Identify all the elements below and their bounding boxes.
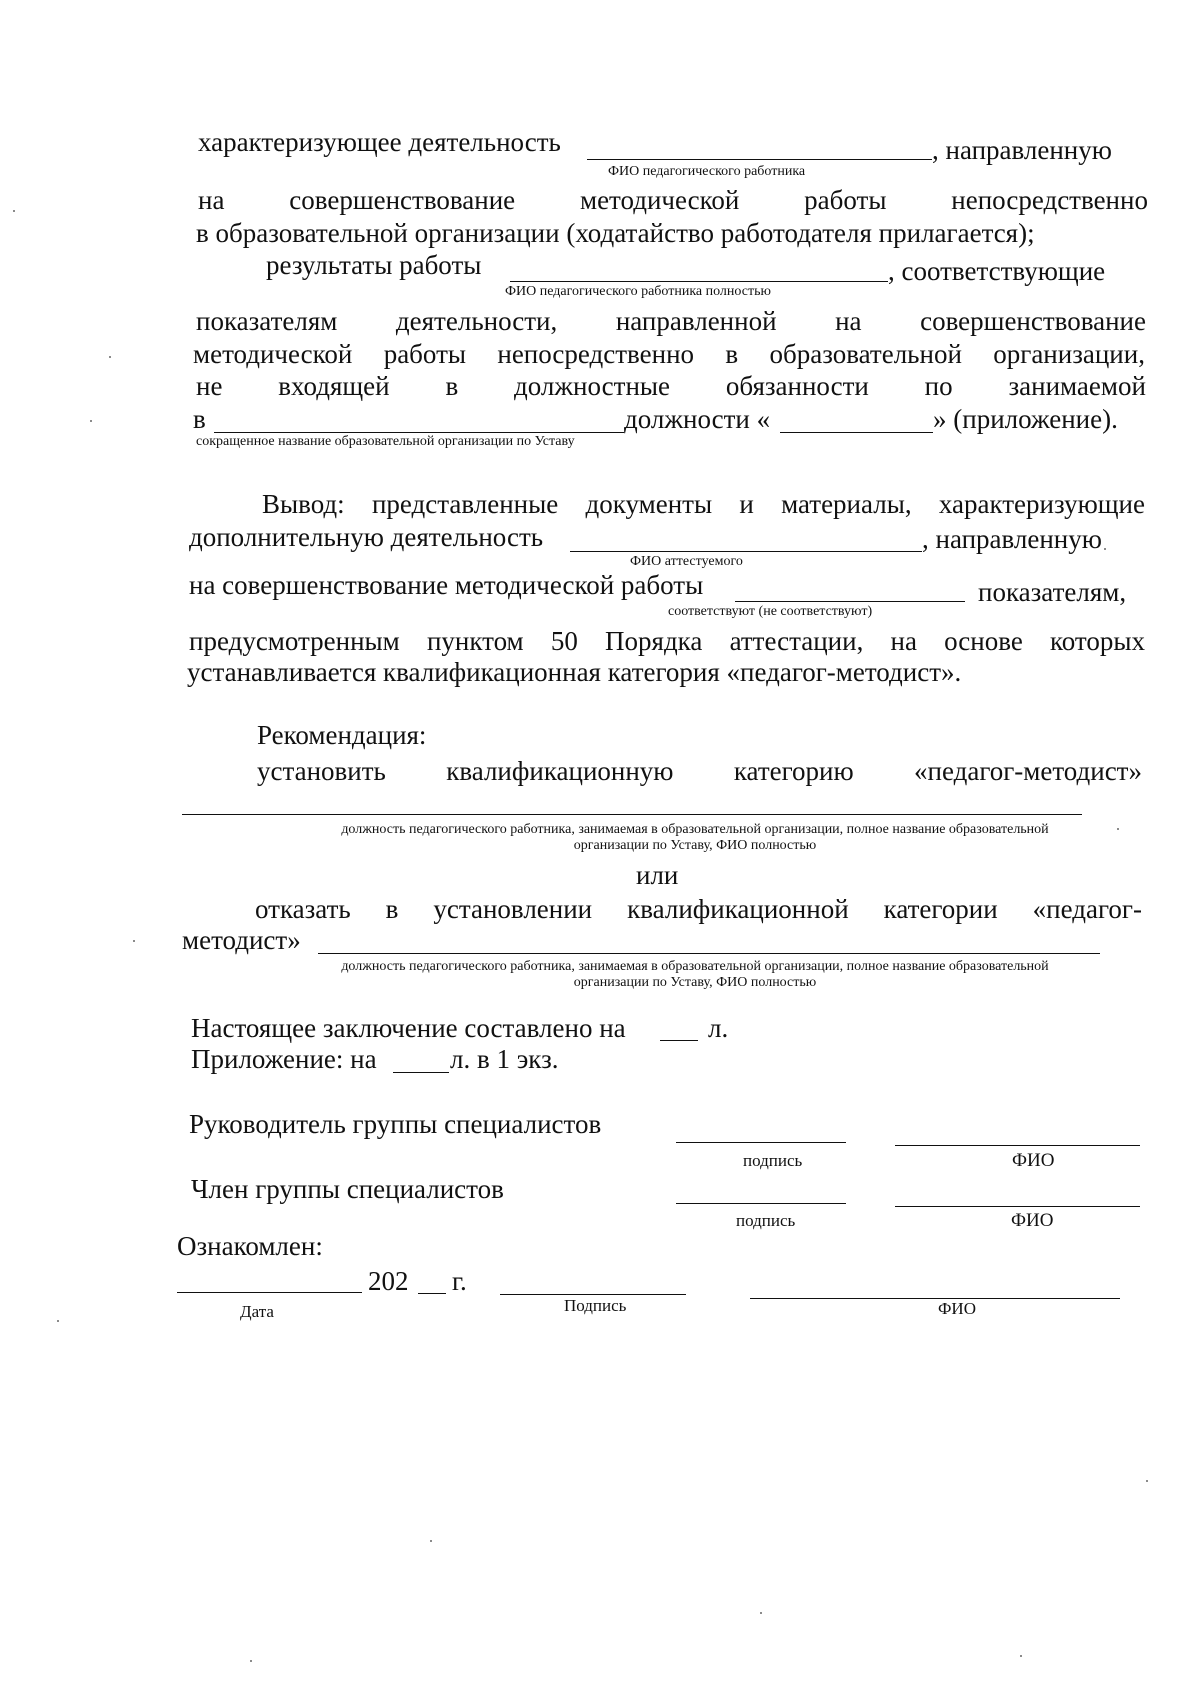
word: обязанности	[725, 371, 869, 401]
s1-line2	[198, 185, 1148, 215]
scan-speck	[13, 210, 15, 212]
refuse-blank[interactable]	[318, 953, 1100, 954]
conclusion-line3-start: на совершенствование методической работы	[189, 570, 704, 600]
scan-speck	[430, 1540, 432, 1542]
s2-line1-end: , соответствующие	[888, 256, 1106, 286]
word: в	[725, 339, 739, 369]
compliance-blank[interactable]	[735, 601, 965, 602]
word: аттестации,	[729, 626, 864, 656]
word: категории	[883, 894, 998, 924]
head-fio-line[interactable]	[895, 1145, 1140, 1146]
s2-caption: ФИО педагогического работника полностью	[505, 284, 771, 299]
pages-blank[interactable]	[660, 1040, 698, 1041]
word: квалификационную	[446, 756, 674, 786]
word: «педагог-методист»	[914, 756, 1142, 786]
recommend-blank[interactable]	[182, 814, 1082, 815]
word: образовательной	[769, 339, 962, 369]
s2-line3	[193, 339, 1145, 369]
scan-speck	[1020, 1655, 1022, 1657]
word: на	[198, 185, 225, 215]
word: Порядка	[605, 626, 703, 656]
word: 50	[550, 626, 578, 656]
acq-signature-line[interactable]	[500, 1294, 686, 1295]
s2-line5-caption: сокращенное название образовательной организации по Уставу	[196, 434, 575, 449]
word: на	[890, 626, 917, 656]
recommendation-heading: Рекомендация:	[257, 720, 427, 750]
word: входящей	[278, 371, 390, 401]
member-fio-line[interactable]	[895, 1206, 1140, 1207]
word: характеризующие	[938, 489, 1145, 519]
word: показателям	[196, 306, 338, 336]
conclusion-line1	[262, 489, 1145, 519]
s2-line5-start: в	[193, 404, 206, 434]
conclusion-line5: устанавливается квалификационная категория «педагог-методист».	[187, 657, 962, 687]
recommend-caption	[270, 822, 1120, 854]
word: пунктом	[426, 626, 524, 656]
s2-line5-mid: должности «	[624, 404, 771, 434]
word: категорию	[733, 756, 854, 786]
s2-line5-end: » (приложение).	[933, 404, 1118, 434]
word: направленной	[615, 306, 777, 336]
position-blank[interactable]	[780, 432, 933, 433]
caption-line: организации по Уставу, ФИО полностью	[573, 838, 817, 853]
acq-fio-line[interactable]	[750, 1298, 1120, 1299]
s2-line1-start: результаты работы	[266, 250, 482, 280]
head-label: Руководитель группы специалистов	[189, 1109, 602, 1139]
word: основе	[944, 626, 1023, 656]
word: занимаемой	[1008, 371, 1146, 401]
word: непосредственно	[497, 339, 695, 369]
acq-signature-caption: Подпись	[564, 1296, 627, 1315]
acquainted-label: Ознакомлен:	[177, 1231, 323, 1261]
member-label: Член группы специалистов	[191, 1174, 504, 1204]
appendix-start: Приложение: на	[191, 1044, 377, 1074]
conclusion-caption-1: ФИО аттестуемого	[630, 554, 743, 569]
s1-caption: ФИО педагогического работника	[608, 164, 806, 179]
word: работы	[383, 339, 467, 369]
scan-speck	[1104, 548, 1106, 550]
scan-speck	[90, 420, 92, 422]
word: по	[924, 371, 953, 401]
word: непосредственно	[951, 185, 1148, 215]
fio-blank-2[interactable]	[510, 281, 888, 282]
word: представленные	[371, 489, 559, 519]
caption-line: организации по Уставу, ФИО полностью	[573, 975, 817, 990]
word: методической	[579, 185, 740, 215]
date-caption: Дата	[240, 1302, 274, 1321]
conclusion-line3-end: показателям,	[978, 577, 1127, 607]
word: и	[739, 489, 754, 519]
scan-speck	[1146, 1480, 1148, 1482]
member-fio-caption: ФИО	[1011, 1210, 1054, 1231]
refuse-caption	[270, 959, 1120, 991]
word: установить	[257, 756, 386, 786]
word: должностные	[514, 371, 671, 401]
year-blank[interactable]	[418, 1293, 446, 1294]
word: методической	[193, 339, 353, 369]
recommendation-line3-start: методист»	[182, 925, 301, 955]
year-suffix: г.	[452, 1266, 467, 1296]
scan-speck	[109, 356, 111, 358]
s1-line1-end: , направленную	[932, 135, 1112, 165]
fio-blank-1[interactable]	[587, 159, 932, 160]
word: работы	[804, 185, 887, 215]
year-label: 202	[368, 1266, 409, 1296]
conclusion-line2-start: дополнительную деятельность	[189, 522, 544, 552]
member-signature-line[interactable]	[676, 1203, 846, 1204]
scan-speck	[133, 940, 135, 942]
date-line[interactable]	[177, 1292, 362, 1293]
word: организации,	[993, 339, 1145, 369]
word: не	[196, 371, 223, 401]
word: деятельности,	[395, 306, 558, 336]
recommendation-line2	[255, 894, 1142, 924]
scan-speck	[760, 1612, 762, 1614]
head-fio-caption: ФИО	[1012, 1150, 1055, 1171]
s2-line4	[196, 371, 1146, 401]
member-signature-caption: подпись	[736, 1211, 796, 1230]
s1-line1-start: характеризующее деятельность	[198, 127, 561, 157]
s2-line2	[196, 306, 1146, 336]
word: на	[835, 306, 862, 336]
word: «педагог-	[1032, 894, 1142, 924]
conclusion-line4	[189, 626, 1145, 656]
head-signature-line[interactable]	[676, 1142, 846, 1143]
word: в	[385, 894, 399, 924]
word: установлении	[433, 894, 593, 924]
conclusion-caption-2: соответствуют (не соответствуют)	[668, 604, 873, 619]
word: документы	[585, 489, 713, 519]
word: совершенствование	[289, 185, 516, 215]
pages-end: л.	[708, 1013, 729, 1043]
acq-fio-caption: ФИО	[938, 1299, 976, 1318]
org-blank[interactable]	[214, 432, 624, 433]
scan-speck	[1117, 828, 1119, 830]
fio-blank-3[interactable]	[570, 551, 922, 552]
word: Вывод:	[262, 489, 345, 519]
caption-line: должность педагогического работника, занимаемая в образовательной организации, полное название образовательной	[341, 822, 1049, 837]
word: материалы,	[781, 489, 912, 519]
pages-start: Настоящее заключение составлено на	[191, 1013, 626, 1043]
conclusion-line2-end: , направленную	[922, 524, 1102, 554]
word: совершенствование	[920, 306, 1146, 336]
scan-speck	[250, 1660, 252, 1662]
or-label: или	[636, 860, 679, 890]
word: квалификационной	[627, 894, 849, 924]
word: предусмотренным	[189, 626, 400, 656]
word: которых	[1050, 626, 1145, 656]
appendix-end: л. в 1 экз.	[450, 1044, 559, 1074]
caption-line: должность педагогического работника, занимаемая в образовательной организации, полное название образовательной	[341, 959, 1049, 974]
word: в	[445, 371, 459, 401]
word: отказать	[255, 894, 351, 924]
appendix-blank[interactable]	[393, 1072, 449, 1073]
head-signature-caption: подпись	[743, 1151, 803, 1170]
recommendation-line1	[257, 756, 1142, 786]
scan-speck	[57, 1320, 59, 1322]
s1-line3: в образовательной организации (ходатайство работодателя прилагается);	[196, 218, 1035, 248]
